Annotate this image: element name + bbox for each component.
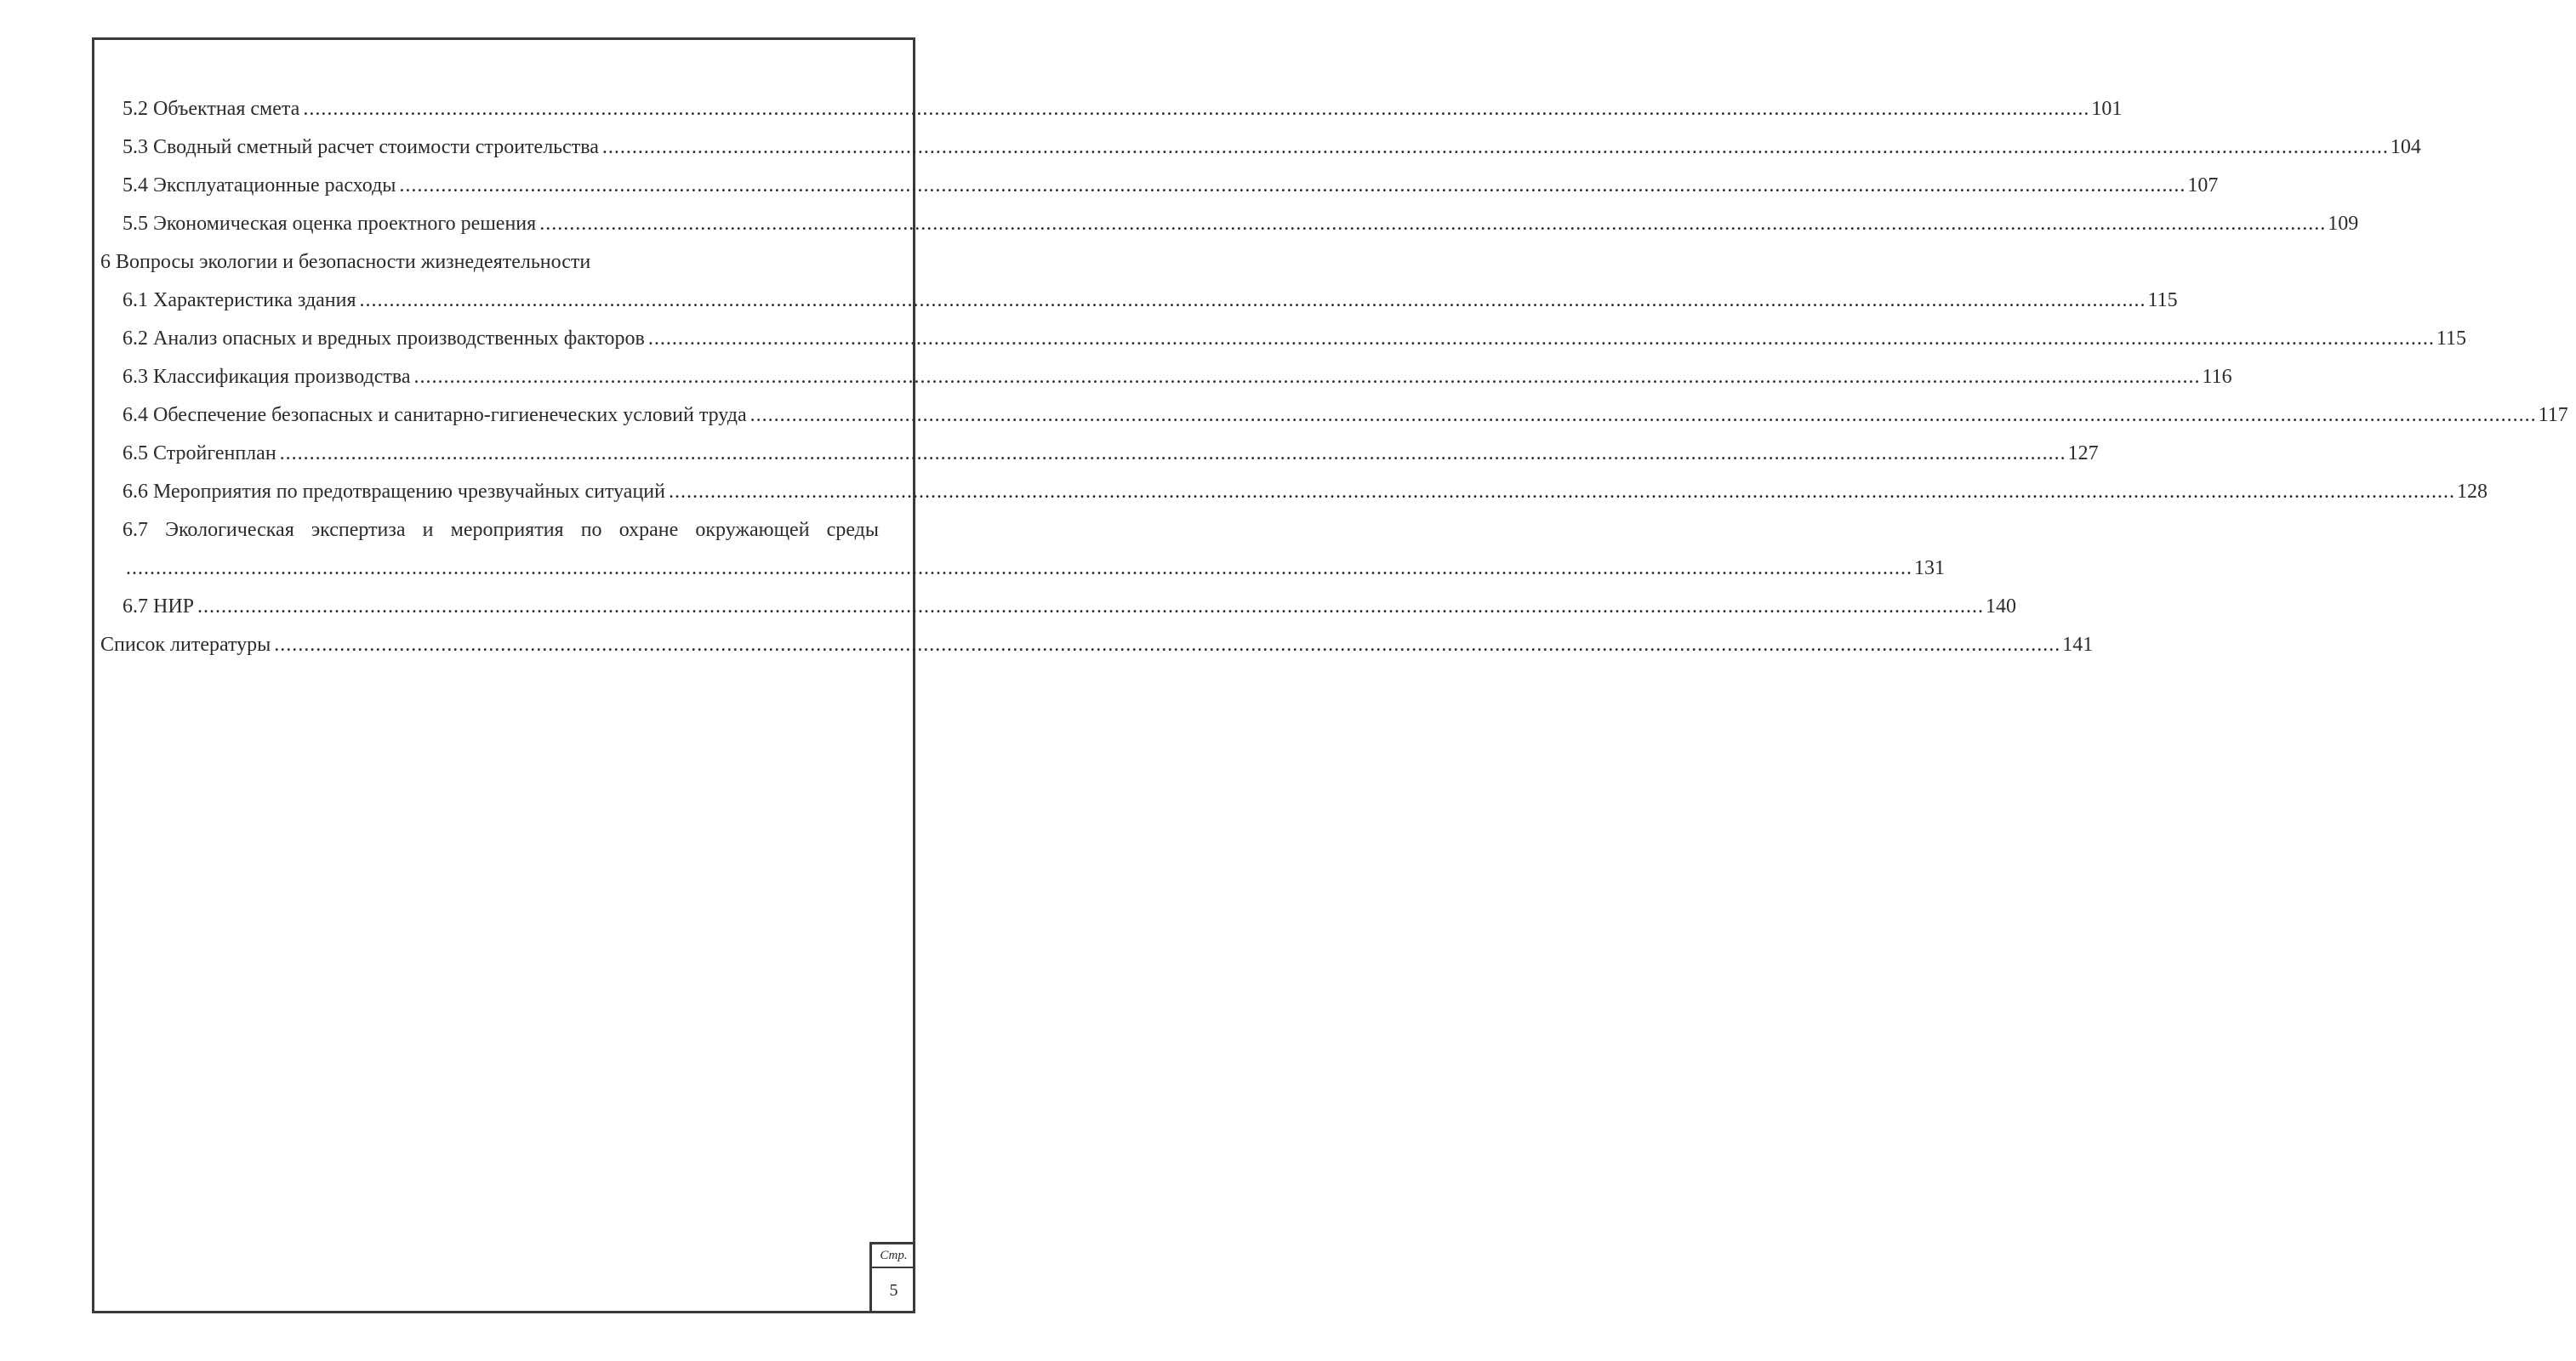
toc-leader-dots: ............................................................................................................................................................................................................................................................................................................ (601, 136, 2389, 158)
toc-entry[interactable] (100, 428, 2099, 466)
toc-leader-dots: ............................................................................................................................................................................................................................................................................................................ (399, 174, 2186, 196)
toc-entry[interactable] (100, 581, 2017, 619)
table-of-contents (100, 83, 2568, 658)
toc-entry-page: 128 (2457, 481, 2488, 503)
toc-entry[interactable] (100, 619, 2094, 658)
toc-entry[interactable] (100, 83, 2123, 122)
toc-entry[interactable] (100, 122, 2421, 160)
toc-entry-page: 141 (2062, 634, 2094, 656)
toc-entry-page: 107 (2187, 174, 2219, 196)
toc-entry-title: 6.2 Анализ опасных и вредных производственных факторов (123, 327, 645, 350)
toc-leader-dots: ............................................................................................................................................................................................................................................................................................................ (274, 634, 2061, 656)
toc-entry-title: 5.4 Эксплуатационные расходы (123, 174, 396, 196)
stamp-label: Стр. (872, 1244, 915, 1268)
toc-entry-page: 101 (2091, 98, 2123, 120)
toc-entry[interactable] (100, 390, 2568, 428)
toc-entry-page: 131 (1914, 557, 1945, 579)
toc-entry-title: 6.6 Мероприятия по предотвращению чрезвучайных ситуаций (123, 481, 665, 503)
toc-leader-dots: ............................................................................................................................................................................................................................................................................................................ (647, 327, 2435, 350)
toc-entry[interactable] (100, 198, 2359, 236)
toc-entry-wrapped-page[interactable] (100, 543, 1945, 581)
toc-entry-title: 6.1 Характеристика здания (123, 289, 356, 311)
toc-entry[interactable] (100, 160, 2219, 198)
toc-entry-page: 115 (2436, 327, 2466, 350)
toc-entry[interactable] (100, 351, 2232, 390)
toc-entry-title: 5.2 Объектная смета (123, 98, 300, 120)
toc-entry-title: 6 Вопросы экологии и безопасности жизнедеятельности (100, 251, 591, 273)
toc-entry-page: 109 (2328, 213, 2359, 235)
toc-leader-dots: ............................................................................................................................................................................................................................................................................................................ (303, 98, 2090, 120)
page-number: 5 (889, 1281, 898, 1300)
toc-leader-dots: ............................................................................................................................................................................................................................................................................................................ (749, 404, 2537, 426)
toc-entry-title: 6.7 Экологическая экспертиза и мероприятия по охране окружающей среды (123, 519, 879, 541)
toc-entry-title: Список литературы (100, 634, 271, 656)
toc-entry-page: 127 (2067, 442, 2099, 464)
page-number-stamp (869, 1242, 915, 1313)
toc-leader-dots: ............................................................................................................................................................................................................................................................................................................ (669, 481, 2455, 503)
toc-section-heading[interactable] (100, 236, 879, 275)
toc-leader-dots: ............................................................................................................................................................................................................................................................................................................ (126, 557, 1912, 579)
toc-entry-page: 115 (2147, 289, 2178, 311)
toc-leader-dots: ............................................................................................................................................................................................................................................................................................................ (413, 366, 2201, 388)
toc-entry-title: 5.3 Сводный сметный расчет стоимости строительства (123, 136, 599, 158)
toc-leader-dots: ............................................................................................................................................................................................................................................................................................................ (279, 442, 2066, 464)
toc-entry-title: 6.4 Обеспечение безопасных и санитарно-гигиенеческих условий труда (123, 404, 747, 426)
toc-entry-page: 140 (1986, 595, 2017, 618)
toc-entry-page: 117 (2538, 404, 2568, 426)
toc-entry[interactable] (100, 313, 2466, 351)
toc-entry-page: 104 (2390, 136, 2421, 158)
toc-leader-dots: ............................................................................................................................................................................................................................................................................................................ (359, 289, 2146, 311)
toc-leader-dots: ............................................................................................................................................................................................................................................................................................................ (539, 213, 2327, 235)
toc-entry-wrapped-title[interactable] (100, 504, 879, 543)
toc-leader-dots: ............................................................................................................................................................................................................................................................................................................ (197, 595, 1985, 618)
toc-entry-title: 5.5 Экономическая оценка проектного решения (123, 213, 537, 235)
toc-entry[interactable] (100, 275, 2178, 313)
toc-entry-title: 6.7 НИР (123, 595, 195, 618)
toc-entry[interactable] (100, 466, 2488, 504)
toc-entry-page: 116 (2202, 366, 2232, 388)
toc-entry-title: 6.5 Стройгенплан (123, 442, 276, 464)
toc-entry-title: 6.3 Классификация производства (123, 366, 411, 388)
